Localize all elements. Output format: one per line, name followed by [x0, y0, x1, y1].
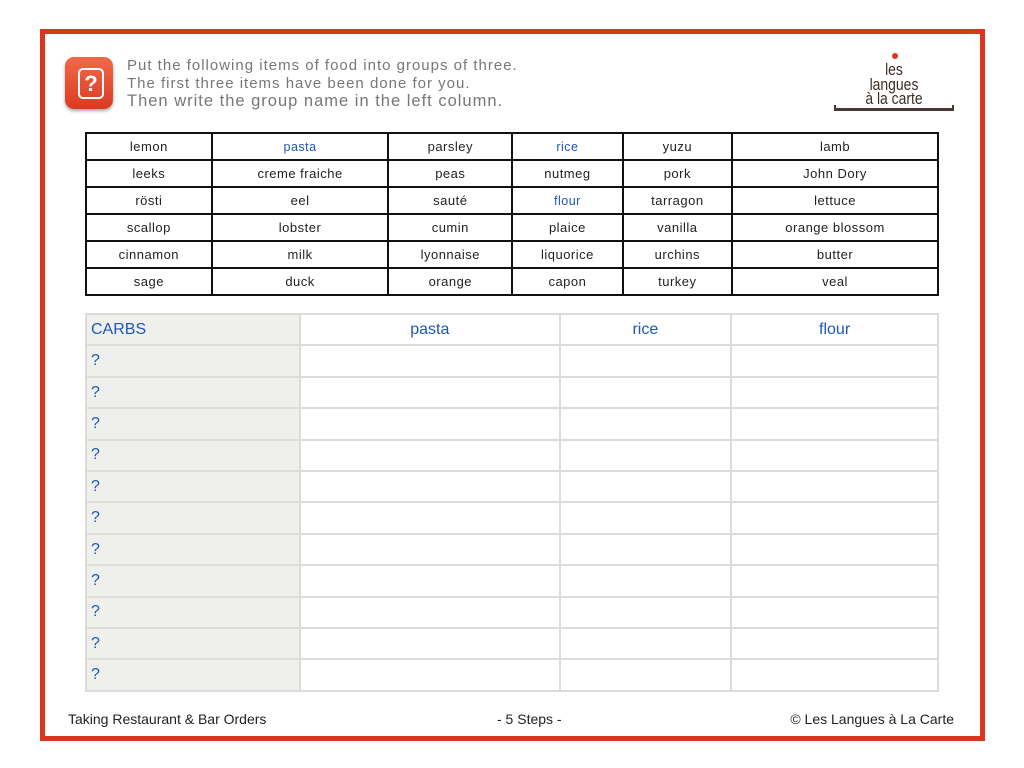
word-cell: creme fraiche	[213, 161, 388, 186]
group-item-cell[interactable]	[561, 378, 731, 407]
group-item-cell[interactable]	[301, 441, 559, 470]
word-grid-row	[87, 161, 937, 186]
group-item-cell[interactable]	[561, 441, 731, 470]
word-cell: vanilla	[624, 215, 731, 240]
group-name-cell[interactable]: ?	[87, 503, 299, 532]
group-item-cell[interactable]	[561, 660, 731, 690]
logo-line-2: langues	[869, 75, 919, 94]
instruction-line-3: Then write the group name in the left column.	[127, 92, 504, 110]
group-item-cell[interactable]	[301, 346, 559, 375]
logo-line-3: à la carte	[865, 89, 923, 108]
group-answer-table	[85, 313, 939, 692]
group-name-cell[interactable]: ?	[87, 598, 299, 627]
word-cell: rösti	[87, 188, 211, 213]
word-cell-example: rice	[513, 134, 621, 159]
group-item-cell[interactable]	[301, 503, 559, 532]
word-cell: orange	[389, 269, 511, 294]
group-item-cell[interactable]	[732, 535, 937, 564]
word-cell: lyonnaise	[389, 242, 511, 267]
group-item-cell[interactable]	[561, 409, 731, 438]
group-row	[87, 441, 937, 470]
group-item-cell[interactable]	[561, 346, 731, 375]
group-item-cell[interactable]	[301, 409, 559, 438]
word-cell: pork	[624, 161, 731, 186]
word-grid-row	[87, 242, 937, 267]
group-name-cell[interactable]: ?	[87, 346, 299, 375]
group-row	[87, 660, 937, 690]
group-item-cell[interactable]	[561, 566, 731, 595]
word-cell: parsley	[389, 134, 511, 159]
word-cell: sage	[87, 269, 211, 294]
word-cell: peas	[389, 161, 511, 186]
group-item-cell[interactable]	[561, 503, 731, 532]
group-name-cell[interactable]: ?	[87, 535, 299, 564]
group-name-cell[interactable]: ?	[87, 629, 299, 658]
word-cell: capon	[513, 269, 621, 294]
group-item-cell[interactable]	[732, 472, 937, 501]
group-name-cell[interactable]: ?	[87, 441, 299, 470]
group-item-cell[interactable]	[301, 598, 559, 627]
word-cell-example: pasta	[213, 134, 388, 159]
instruction-line-1: Put the following items of food into groups of three.	[127, 57, 518, 74]
footer-copyright: © Les Langues à La Carte	[790, 711, 954, 727]
group-row	[87, 566, 937, 595]
word-cell: tarragon	[624, 188, 731, 213]
word-cell: orange blossom	[733, 215, 937, 240]
word-cell: urchins	[624, 242, 731, 267]
word-cell: scallop	[87, 215, 211, 240]
word-cell: liquorice	[513, 242, 621, 267]
group-item-example: rice	[561, 315, 731, 344]
group-item-cell[interactable]	[301, 472, 559, 501]
word-cell: cumin	[389, 215, 511, 240]
group-name-cell[interactable]: ?	[87, 660, 299, 690]
group-item-cell[interactable]	[732, 441, 937, 470]
word-cell: John Dory	[733, 161, 937, 186]
word-cell: butter	[733, 242, 937, 267]
group-item-example: pasta	[301, 315, 559, 344]
group-item-cell[interactable]	[561, 472, 731, 501]
group-item-cell[interactable]	[301, 535, 559, 564]
group-row	[87, 598, 937, 627]
les-langues-logo	[832, 52, 956, 114]
group-item-cell[interactable]	[301, 378, 559, 407]
group-item-cell[interactable]	[732, 409, 937, 438]
question-mark-icon: ?	[65, 57, 113, 109]
word-cell: duck	[213, 269, 388, 294]
word-cell: eel	[213, 188, 388, 213]
group-item-cell[interactable]	[732, 503, 937, 532]
group-row-example	[87, 315, 937, 344]
word-cell: milk	[213, 242, 388, 267]
instruction-line-2: The first three items have been done for you.	[127, 75, 471, 92]
group-item-cell[interactable]	[561, 535, 731, 564]
word-cell: cinnamon	[87, 242, 211, 267]
group-item-cell[interactable]	[561, 629, 731, 658]
group-item-cell[interactable]	[732, 660, 937, 690]
word-cell: nutmeg	[513, 161, 621, 186]
word-cell: lamb	[733, 134, 937, 159]
group-row	[87, 346, 937, 375]
logo-underline	[834, 108, 954, 111]
group-item-cell[interactable]	[561, 598, 731, 627]
word-cell-example: flour	[513, 188, 621, 213]
group-item-cell[interactable]	[732, 629, 937, 658]
footer-page-label: - 5 Steps -	[497, 711, 562, 727]
word-cell: veal	[733, 269, 937, 294]
group-name-cell[interactable]: ?	[87, 472, 299, 501]
group-item-cell[interactable]	[732, 598, 937, 627]
group-item-cell[interactable]	[732, 378, 937, 407]
group-item-cell[interactable]	[732, 566, 937, 595]
group-item-cell[interactable]	[301, 629, 559, 658]
footer-title: Taking Restaurant & Bar Orders	[68, 711, 267, 727]
word-cell: lemon	[87, 134, 211, 159]
logo-dot	[892, 53, 898, 59]
word-cell: lobster	[213, 215, 388, 240]
logo-line-1: les	[885, 60, 903, 79]
group-row	[87, 535, 937, 564]
word-cell: plaice	[513, 215, 621, 240]
group-item-cell[interactable]	[732, 346, 937, 375]
group-name-example: CARBS	[87, 315, 299, 344]
word-grid-row	[87, 215, 937, 240]
group-row	[87, 629, 937, 658]
group-item-example: flour	[732, 315, 937, 344]
word-grid-row	[87, 134, 937, 159]
word-grid-row	[87, 188, 937, 213]
group-name-cell[interactable]: ?	[87, 378, 299, 407]
word-cell: yuzu	[624, 134, 731, 159]
word-grid-row	[87, 269, 937, 294]
group-item-cell[interactable]	[301, 566, 559, 595]
word-cell: lettuce	[733, 188, 937, 213]
word-cell: leeks	[87, 161, 211, 186]
word-grid	[85, 132, 939, 296]
word-cell: turkey	[624, 269, 731, 294]
group-name-cell[interactable]: ?	[87, 409, 299, 438]
group-row	[87, 472, 937, 501]
group-name-cell[interactable]: ?	[87, 566, 299, 595]
word-cell: sauté	[389, 188, 511, 213]
group-row	[87, 378, 937, 407]
group-row	[87, 503, 937, 532]
group-row	[87, 409, 937, 438]
group-item-cell[interactable]	[301, 660, 559, 690]
